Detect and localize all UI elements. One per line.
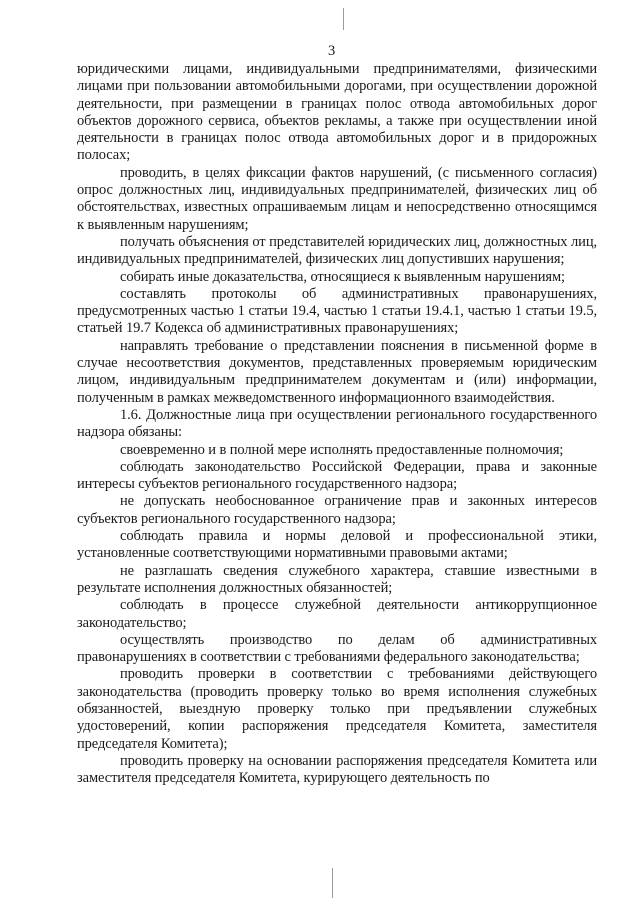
page-number: 3: [328, 43, 336, 59]
paragraph: своевременно и в полной мере исполнять предоставленные полномочия;: [120, 441, 564, 458]
paragraph: направлять требование о представлении пояснения в письменной форме в случае несоответствия документов, представленных проверяемым юридическим лицом, индивидуальным предпринимателем документам и (или) информации, полученным в рамках межведомственного информационного взаимодействия.: [77, 337, 597, 406]
paragraph: осуществлять производство по делам об административных правонарушениях в соответствии с требованиями федерального законодательства;: [77, 631, 597, 666]
paragraph: не разглашать сведения служебного характера, ставшие известными в результате исполнения должностных обязанностей;: [77, 562, 597, 596]
paragraph: юридическими лицами, индивидуальными предпринимателями, физическими лицами при пользовании автомобильными дорогами, при осуществлении дорожной деятельности, при размещении в границах полос отвода автомобильных дорог объектов дорожного сервиса, объектов рекламы, а также при осуществлении иной деятельности в границах полос отвода автомобильных дорог и в придорожных полосах;: [77, 61, 597, 164]
scan-artifact-line: [332, 868, 333, 898]
paragraph: соблюдать в процессе служебной деятельности антикоррупционное законодательство;: [77, 597, 597, 631]
paragraph: получать объяснения от представителей юридических лиц, должностных лиц, индивидуальных предпринимателей, физических лиц допустивших нарушения;: [77, 233, 597, 268]
section-heading: 1.6. Должностные лица при осуществлении регионального государственного надзора обязаны:: [77, 406, 597, 441]
paragraph: проводить проверки в соответствии с требованиями действующего законодательства (проводить проверку только во время исполнения служебных обязанностей, выездную проверку только при предъявлении служебных удостоверений, копии распоряжения председателя Комитета, заместителя председателя Комитета);: [77, 666, 597, 752]
paragraph: проводить проверку на основании распоряжения председателя Комитета или заместителя председателя Комитета, курирующего деятельность по: [77, 752, 597, 787]
paragraph: проводить, в целях фиксации фактов нарушений, (с письменного согласия) опрос должностных лиц, индивидуальных предпринимателей, физических лиц об обстоятельствах, известных опрашиваемым лицам и непосредственно относящимся к выявленным нарушениям;: [77, 164, 597, 233]
document-body: [77, 61, 597, 787]
paragraph: собирать иные доказательства, относящиеся к выявленным нарушениям;: [120, 268, 565, 285]
paragraph: соблюдать законодательство Российской Федерации, права и законные интересы субъектов регионального государственного надзора;: [77, 458, 597, 493]
paragraph: не допускать необоснованное ограничение прав и законных интересов субъектов регионального государственного надзора;: [77, 493, 597, 527]
paragraph: составлять протоколы об административных правонарушениях, предусмотренных частью 1 статьи 19.4, частью 1 статьи 19.4.1, частью 1 статьи 19.5, статьей 19.7 Кодекса об административных правонарушениях;: [77, 285, 597, 337]
scan-artifact-line: [343, 8, 344, 30]
paragraph: соблюдать правила и нормы деловой и профессиональной этики, установленные соответствующими нормативными правовыми актами;: [77, 528, 597, 562]
